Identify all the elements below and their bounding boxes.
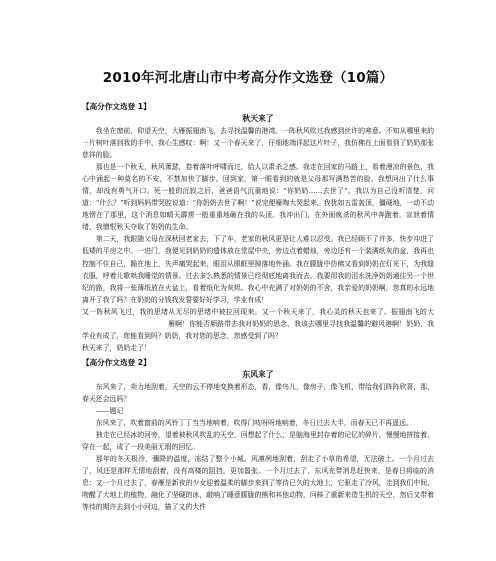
- paragraph: 我坐在窗前，仰望天空，大雁振翅南飞，去寻找温馨的港湾。一阵秋风吹过我感到丝许的寒意。不知从哪里来的一片树叶落到我的手中，我心生感叹：啊！又一个春天来了，仔细地端详起这片叶子，我仿佛在上面看到了奶奶那张慈祥的脸。: [82, 127, 434, 160]
- document-body: [82, 98, 434, 513]
- paragraph-part-2: 雁啊！你能否顺路带去我对奶奶的思念，我该去哪里寻找我温馨的避风港啊！奶奶，我学业有成了，您能看到吗？奶奶，我对您的思念，您感受到了吗？: [82, 319, 434, 340]
- paragraph: 第二天，我跟随父母在深秋回老家去，下了车，老家的秋风更是让人难以忍受。我已经顾不了许多，快步冲进了低矮的平房之中。一进门，我便见到奶奶的遗体放在堂屋中央，旁边点着蜡烛，旁边还有一个装满纸灰的盆，我再也控制不住自己，跪在地上，失声痛哭起来，眼泪从眼眶里掉落地外涌。我在朦胧中仿佛又看到奶奶在灯光下，为我缝衣服，呼着儿歌哄我睡觉的情景。过去多么熟悉的情景已经彻底地离我而去。我要用我的泪水洗净奶奶通往另一个世纪的路，我将一张薄纸放在火盆上，看着纸化为灰烬。我心中充满了对奶奶的不舍，我亲爱的奶奶啊，您真的永远地离开了我了吗？在奶奶的分钱我发誓要好好学习，学业有成！: [82, 235, 434, 304]
- paragraph: 那年的冬天极冷，彌降的温度，冻结了整个小城。风凛冽地刮着，刮走了小草的希望，无法破土。一个月过去了，风还是那样无情地刮着，没有高楼的阻挡，更加嚣张。一个月过去了，东风充带消息赶快来，是春日将临的消息：又一个月过去了，春雁是新夜的少女迎着温柔的脚步来到了等待已久的大地上，它驱走了冷风，走到我们中间，吻醒了大地上的植物，融化了坚硬的冰，敲响了睡意朦胧的熊和其他动物，问候了重新来造生机的天空，然后又带着等待的期许去到小小河边，描了又的大件: [82, 455, 434, 512]
- paragraph: 独走在已经冰的河旁，望着被秋风吹乱的天空，回想起了什么，是脑海里封存着的记忆的碎片，慢慢地拼接着，穿在一起，成了一段美丽无瑕的回忆。: [82, 431, 434, 452]
- section-marker: 【高分作文选登 2】: [82, 357, 151, 367]
- paragraph-part-1: 又一阵秋风飞过，我的思绪从无尽的思绪中被拉回现来。又一个秋天来了，我心灵的秋天也来了。振翅南飞的大: [82, 307, 434, 316]
- document-title: 2010年河北唐山市中考高分作文选登（10篇）: [102, 70, 394, 86]
- section-marker: 【高分作文选登 1】: [82, 102, 151, 111]
- paragraph-with-gap: [82, 306, 434, 342]
- paragraph: 东风来了，吹着窗前的风铃丁丁当当地响着，吹得门吱呀呀地响着，冬日过去大半，而春天已不再遥远。: [95, 419, 413, 428]
- paragraph: 那也是一个秋天，秋风萧瑟，卷着落叶呼啸而过，给人以肃杀之感。我走在回家的马路上，看着漫凉的景色，我心中涌起一种莫名的不安，不禁加快了脚步。回到家，第一眼看到的就是父母那写满愁苦的脸。我想问出了什么事情，却没有勇气开口。死一般的沉寂之后，爸爸语气沉重地说：“你奶奶……去世了”。我以为自己没听清楚，问道：“什么？”听到妈妈带哭腔说道：“你奶奶去世了啊！”说完便嚎啕大哭起来，我犹如五雷轰顶，僵硬地，一动不动地愣在了那里，这个消息如晴天霹雳一般重重地砸在我的头顶。我冲出门，在外面疯杀的秋风中奔跑着，宣泄着情绪，我憎恨秋天夺取了奶奶的生命。: [82, 163, 434, 232]
- essay-heading: 秋天来了: [242, 114, 274, 123]
- paragraph: 东风来了，卖力地刮着，天空的云不停地变换着形态，看，像鸟儿，像房子，像飞机，带给我们阵阵欣喜，那，春天还会远吗？: [82, 382, 434, 403]
- paragraph: 秋天来了，奶奶走了！: [82, 343, 151, 352]
- essay-heading: 东风来了: [242, 369, 274, 379]
- paragraph: ——题记: [95, 406, 124, 415]
